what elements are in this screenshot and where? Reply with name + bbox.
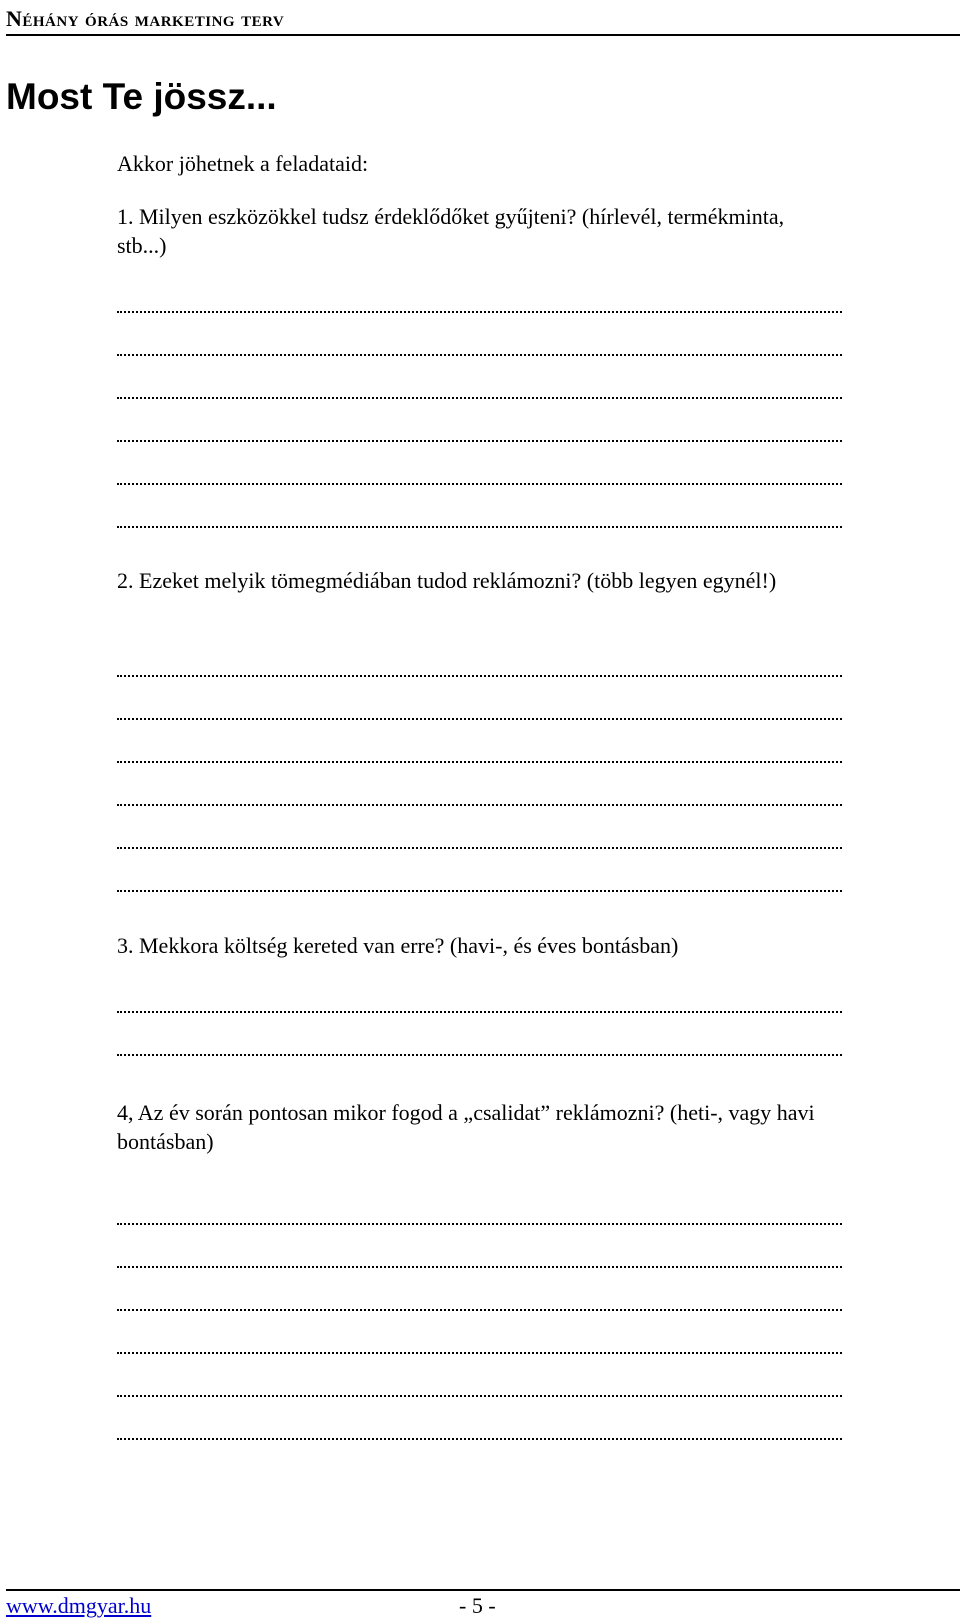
question-1: 1. Milyen eszközökkel tudsz érdeklődőket gyűjteni? (hírlevél, termékminta, stb...) <box>117 204 785 258</box>
answer-line[interactable] <box>117 313 842 356</box>
answer-line[interactable] <box>117 1354 842 1397</box>
answer-line[interactable] <box>117 849 842 892</box>
answer-line[interactable] <box>117 1311 842 1354</box>
answer-line[interactable] <box>117 1268 842 1311</box>
question-4: 4, Az év során pontosan mikor fogod a „csalidat” reklámozni? (heti-, vagy havi bontásban) <box>117 1100 815 1154</box>
answer-line[interactable] <box>117 485 842 528</box>
answer-line[interactable] <box>117 720 842 763</box>
header-title: Néhány órás marketing terv <box>6 6 285 31</box>
answer-line[interactable] <box>117 806 842 849</box>
answer-lines-2 <box>117 634 842 892</box>
answer-line[interactable] <box>117 1182 842 1225</box>
answer-line[interactable] <box>117 442 842 485</box>
section-title: Most Te jössz... <box>6 76 277 117</box>
answer-lines-1 <box>117 270 842 528</box>
answer-line[interactable] <box>117 1225 842 1268</box>
answer-line[interactable] <box>117 634 842 677</box>
answer-line[interactable] <box>117 970 842 1013</box>
question-3: 3. Mekkora költség kereted van erre? (havi-, és éves bontásban) <box>117 933 679 958</box>
answer-line[interactable] <box>117 270 842 313</box>
question-2: 2. Ezeket melyik tömegmédiában tudod reklámozni? (több legyen egynél!) <box>117 568 777 593</box>
page-header <box>6 4 960 36</box>
answer-line[interactable] <box>117 356 842 399</box>
footer-website-link[interactable]: www.dmgyar.hu <box>6 1593 152 1618</box>
answer-line[interactable] <box>117 677 842 720</box>
intro-text: Akkor jöhetnek a feladataid: <box>117 151 369 176</box>
answer-line[interactable] <box>117 399 842 442</box>
answer-lines-3 <box>117 970 842 1056</box>
answer-line[interactable] <box>117 1397 842 1440</box>
page-number: - 5 - <box>459 1593 496 1618</box>
answer-line[interactable] <box>117 763 842 806</box>
answer-line[interactable] <box>117 1013 842 1056</box>
page-footer <box>6 1589 960 1623</box>
answer-lines-4 <box>117 1182 842 1440</box>
